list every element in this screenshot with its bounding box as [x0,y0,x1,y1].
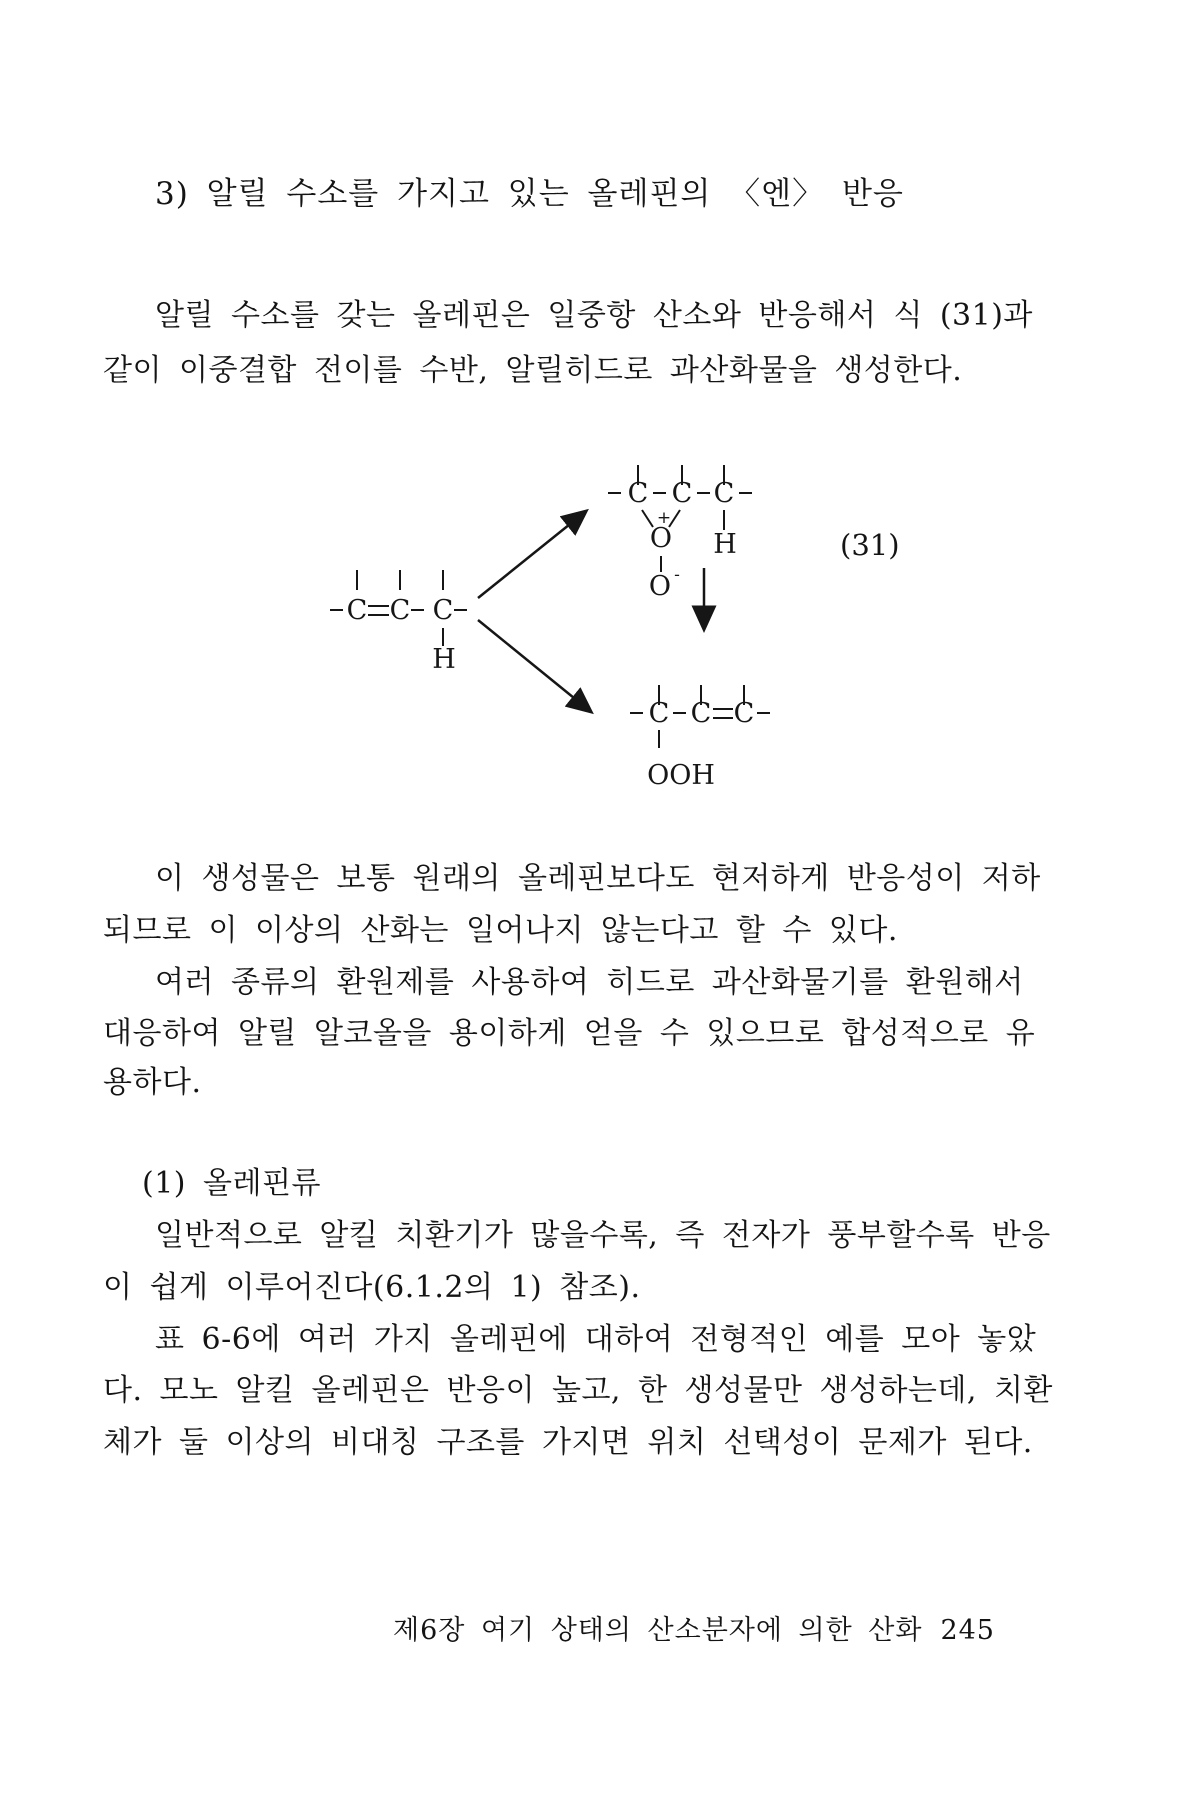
footer-chapter-title: 제6장 여기 상태의 산소분자에 의한 산화 [393,1615,923,1646]
equation-number: (31) [840,528,900,562]
minus-charge: - [674,565,680,585]
paragraph-line: 일반적으로 알킬 치환기가 많을수록, 즉 전자가 풍부할수록 반응 [155,1218,1051,1253]
paragraph-line: 되므로 이 이상의 산화는 일어나지 않는다고 할 수 있다. [103,913,898,948]
carbon-atom: C [346,595,368,626]
plus-charge: + [656,508,672,528]
hydrogen-atom: H [713,529,737,560]
carbon-atom: C [648,698,670,729]
carbon-atom: C [627,478,649,509]
paragraph-line: 이 쉽게 이루어진다(6.1.2의 1) 참조). [103,1270,641,1305]
reactant-structure [330,570,467,675]
paragraph-line: 용하다. [103,1065,202,1100]
carbon-atom: C [713,478,735,509]
oxygen-atom: O [648,571,672,602]
section-heading: 3) 알릴 수소를 가지고 있는 올레핀의 〈엔〉 반응 [155,176,904,212]
carbon-atom: C [389,595,411,626]
subsection-heading: (1) 올레핀류 [142,1166,321,1201]
carbon-atom: C [733,698,755,729]
carbon-atom: C [690,698,712,729]
paragraph-line: 여러 종류의 환원제를 사용하여 히드로 과산화물기를 환원해서 [155,965,1024,1000]
paragraph-line: 체가 둘 이상의 비대칭 구조를 가지면 위치 선택성이 문제가 된다. [103,1425,1033,1460]
product-structure [630,685,770,791]
reaction-scheme-canvas [0,370,1000,810]
paragraph-line: 표 6-6에 여러 가지 올레핀에 대하여 전형적인 예를 모아 놓았 [155,1322,1037,1357]
page-footer [393,1608,995,1647]
paragraph-line: 알릴 수소를 갖는 올레핀은 일중항 산소와 반응해서 식 (31)과 [155,298,1033,333]
reaction-arrow-down [478,620,590,711]
hydrogen-atom: H [432,644,456,675]
carbon-atom: C [432,595,454,626]
reaction-scheme [0,370,1000,810]
carbon-atom: C [671,478,693,509]
paragraph-line: 다. 모노 알킬 올레핀은 반응이 높고, 한 생성물만 생성하는데, 치환 [103,1373,1053,1408]
page-number: 245 [940,1615,995,1646]
paragraph-line: 대응하여 알릴 알코올을 용이하게 얻을 수 있으므로 합성적으로 유 [103,1016,1036,1051]
oxygen-atom: O [649,523,673,554]
paragraph-line: 같이 이중결합 전이를 수반, 알릴히드로 과산화물을 생성한다. [103,353,963,388]
reaction-arrow-up [478,512,585,598]
paragraph-line: 이 생성물은 보통 원래의 올레핀보다도 현저하게 반응성이 저하 [155,861,1041,896]
hydroperoxide-group: OOH [647,760,715,791]
intermediate-structure [608,465,752,602]
